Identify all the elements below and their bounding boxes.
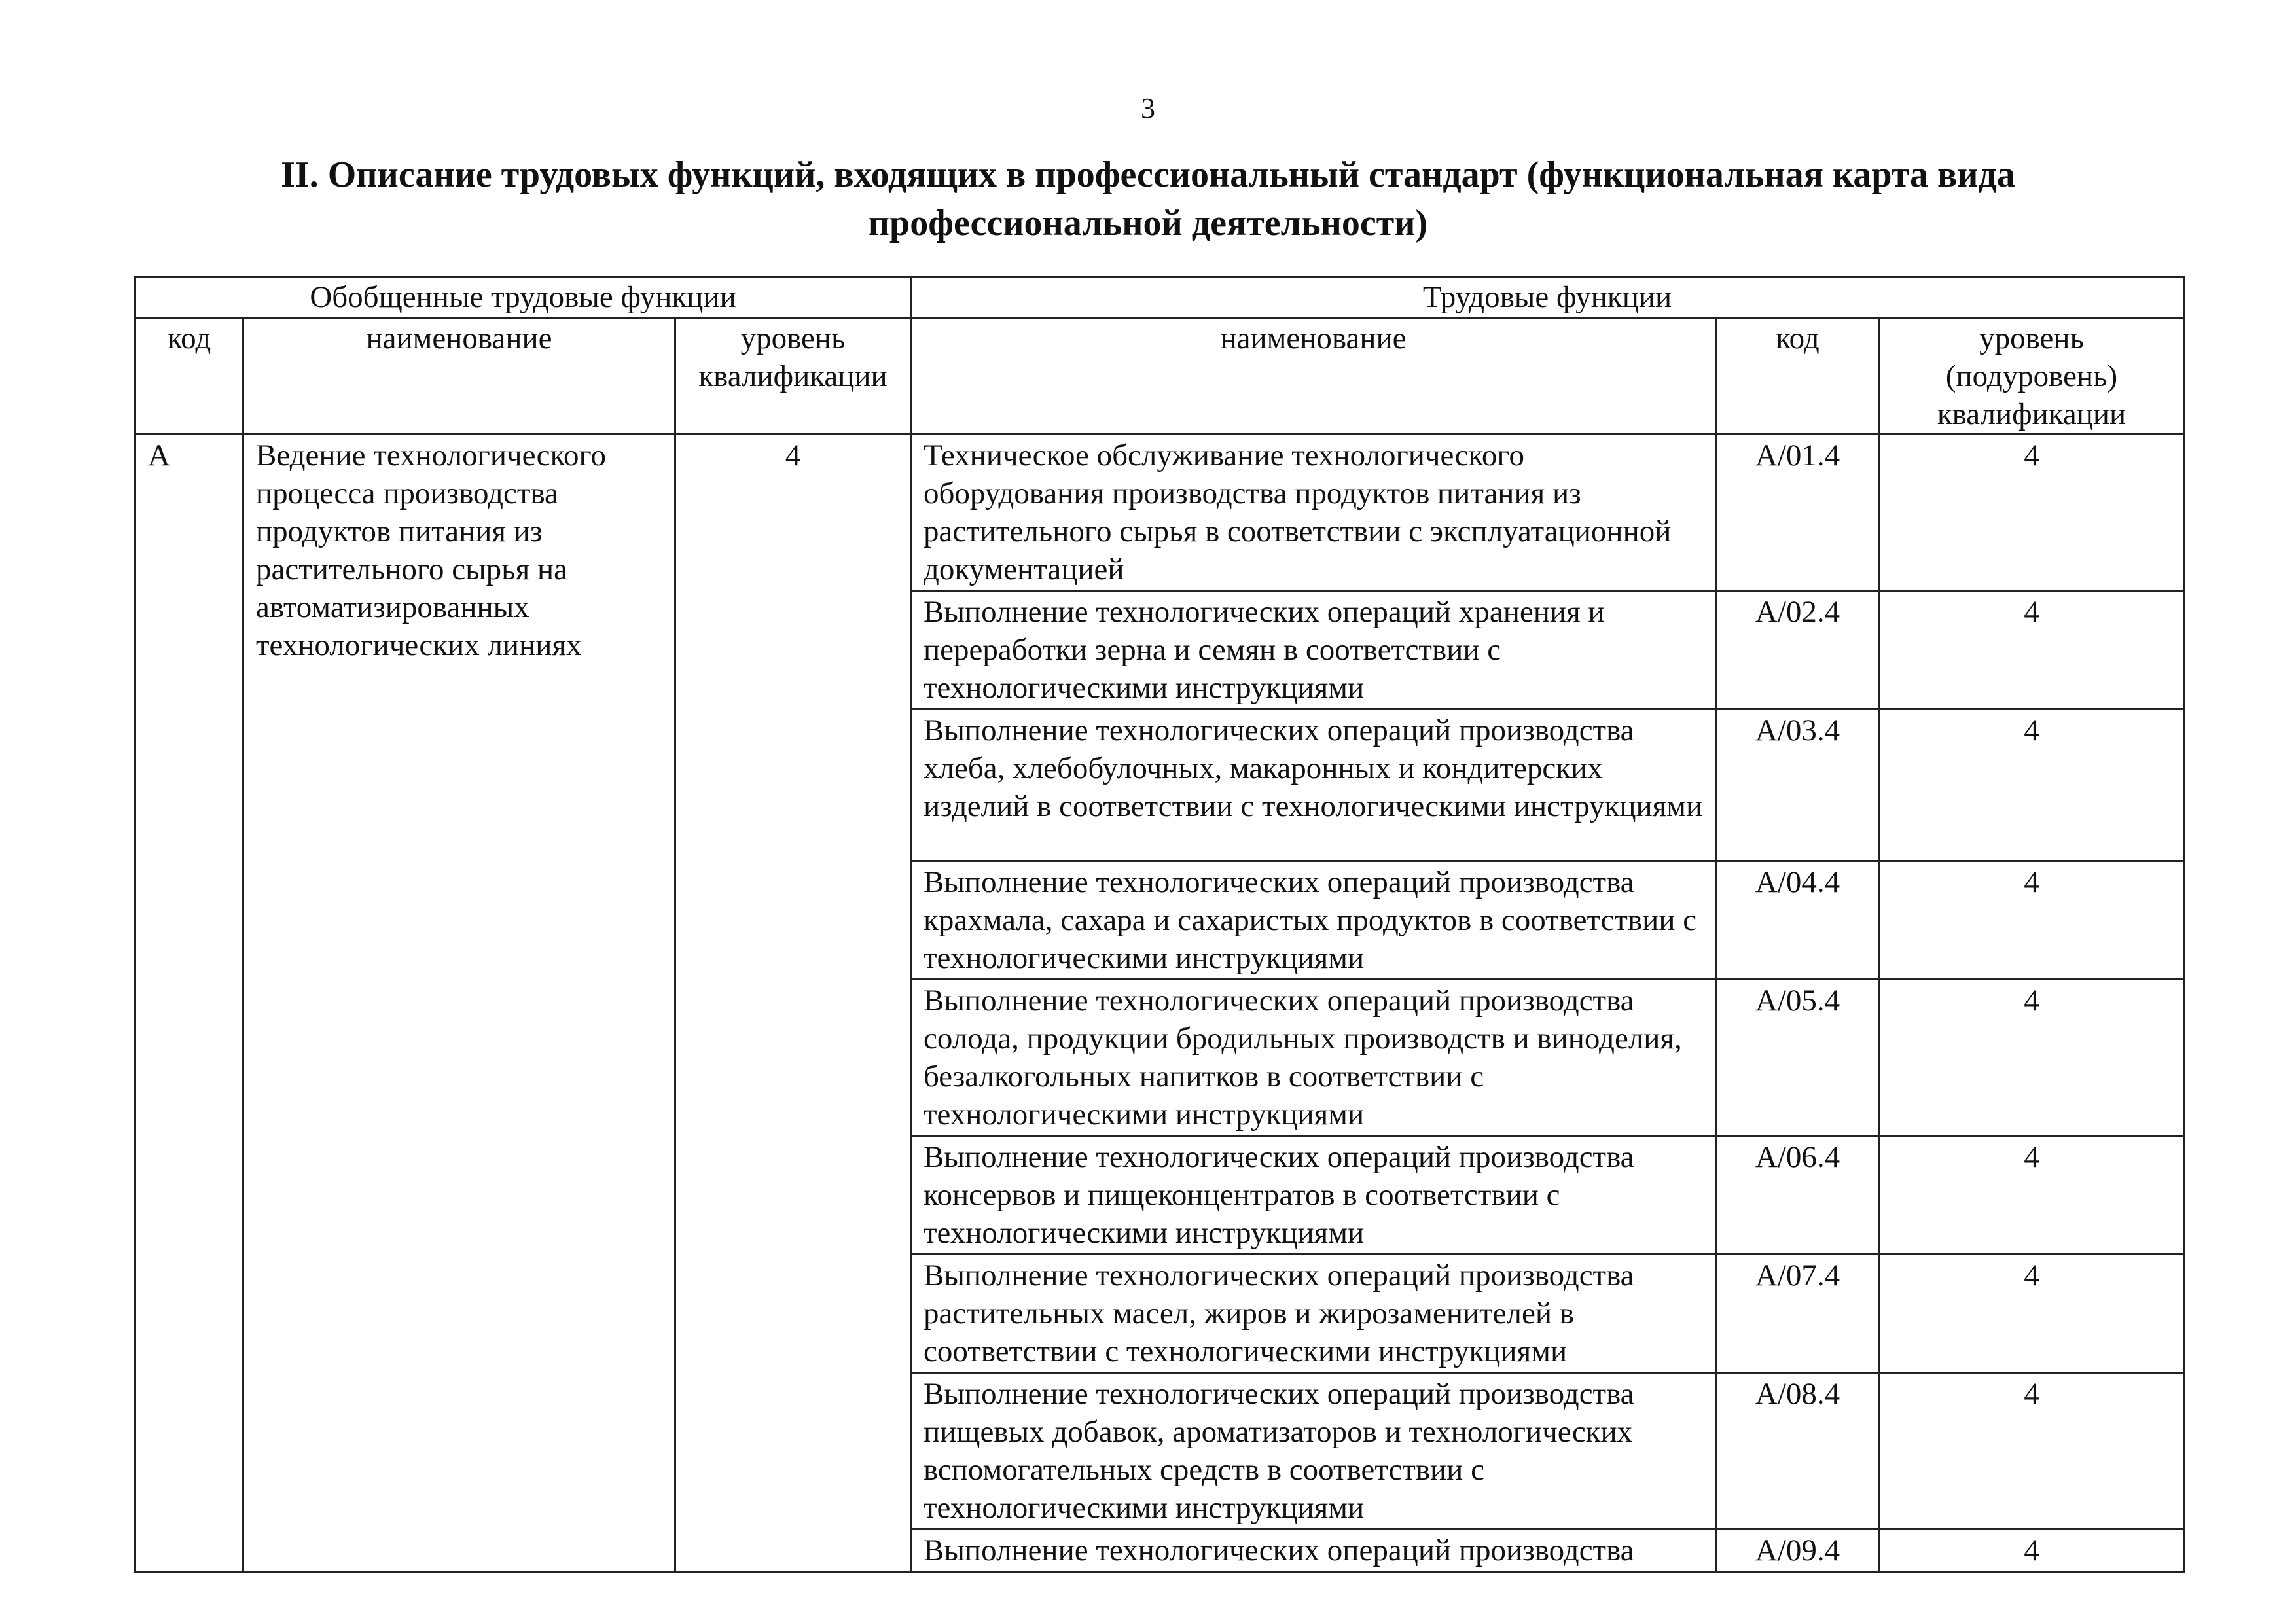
tf-level-cell: 4: [1880, 1529, 2184, 1572]
tf-name-cell: Выполнение технологических операций хранения и переработки зерна и семян в соответствии с технологическими инструкциями: [911, 591, 1716, 709]
tf-name-cell: Выполнение технологических операций производства растительных масел, жиров и жирозаменителей в соответствии с технологическими инструкциями: [911, 1255, 1716, 1373]
gen-name-cell: Ведение технологического процесса производства продуктов питания из растительного сырья на автоматизированных технологических линиях: [243, 435, 675, 1572]
column-header-row: [135, 319, 2184, 435]
gen-code-cell: А: [135, 435, 243, 1572]
tf-code-cell: А/05.4: [1716, 980, 1880, 1136]
generalized-functions-header: Обобщенные трудовые функции: [135, 277, 911, 319]
tf-level-cell: 4: [1880, 709, 2184, 861]
tf-level-cell: 4: [1880, 1255, 2184, 1373]
tf-level-cell: 4: [1880, 1136, 2184, 1255]
tf-name-cell: Выполнение технологических операций производства консервов и пищеконцентратов в соответствии с технологическими инструкциями: [911, 1136, 1716, 1255]
tf-code-cell: А/02.4: [1716, 591, 1880, 709]
tf-level-cell: 4: [1880, 980, 2184, 1136]
functional-map-table: [134, 276, 2185, 1573]
tf-level-cell: 4: [1880, 435, 2184, 591]
tf-level-cell: 4: [1880, 1373, 2184, 1529]
tf-level-cell: 4: [1880, 591, 2184, 709]
gen-code-header: код: [135, 319, 243, 435]
tf-name-cell: Выполнение технологических операций производства хлеба, хлебобулочных, макаронных и кондитерских изделий в соответствии с технологическими инструкциями: [911, 709, 1716, 861]
tf-code-cell: А/03.4: [1716, 709, 1880, 861]
group-header-row: [135, 277, 2184, 319]
gen-name-header: наименование: [243, 319, 675, 435]
tf-code-cell: А/08.4: [1716, 1373, 1880, 1529]
tf-code-cell: А/01.4: [1716, 435, 1880, 591]
tf-name-header: наименование: [911, 319, 1716, 435]
tf-code-cell: А/09.4: [1716, 1529, 1880, 1572]
gen-level-cell: 4: [675, 435, 911, 1572]
tf-code-cell: А/04.4: [1716, 861, 1880, 980]
tf-name-cell: Выполнение технологических операций производства: [911, 1529, 1716, 1572]
tf-name-cell: Выполнение технологических операций производства крахмала, сахара и сахаристых продуктов в соответствии с технологическими инструкциями: [911, 861, 1716, 980]
page-number: 3: [1141, 92, 1155, 124]
tf-name-cell: Выполнение технологических операций производства солода, продукции бродильных производств и виноделия, безалкогольных напитков в соответствии с технологическими инструкциями: [911, 980, 1716, 1136]
gen-level-header: уровень квалификации: [675, 319, 911, 435]
section-title: II. Описание трудовых функций, входящих в профессиональный стандарт (функциональная карта вида профессиональной деятельности): [281, 154, 2015, 243]
tf-name-cell: Техническое обслуживание технологического оборудования производства продуктов питания из растительного сырья в соответствии с эксплуатационной документацией: [911, 435, 1716, 591]
labor-functions-header: Трудовые функции: [911, 277, 2184, 319]
tf-level-cell: 4: [1880, 861, 2184, 980]
tf-level-header: уровень (подуровень) квалификации: [1880, 319, 2184, 435]
tf-code-cell: А/07.4: [1716, 1255, 1880, 1373]
tf-code-cell: А/06.4: [1716, 1136, 1880, 1255]
tf-code-header: код: [1716, 319, 1880, 435]
table-row: [135, 435, 2184, 591]
tf-name-cell: Выполнение технологических операций производства пищевых добавок, ароматизаторов и технологических вспомогательных средств в соответствии с технологическими инструкциями: [911, 1373, 1716, 1529]
